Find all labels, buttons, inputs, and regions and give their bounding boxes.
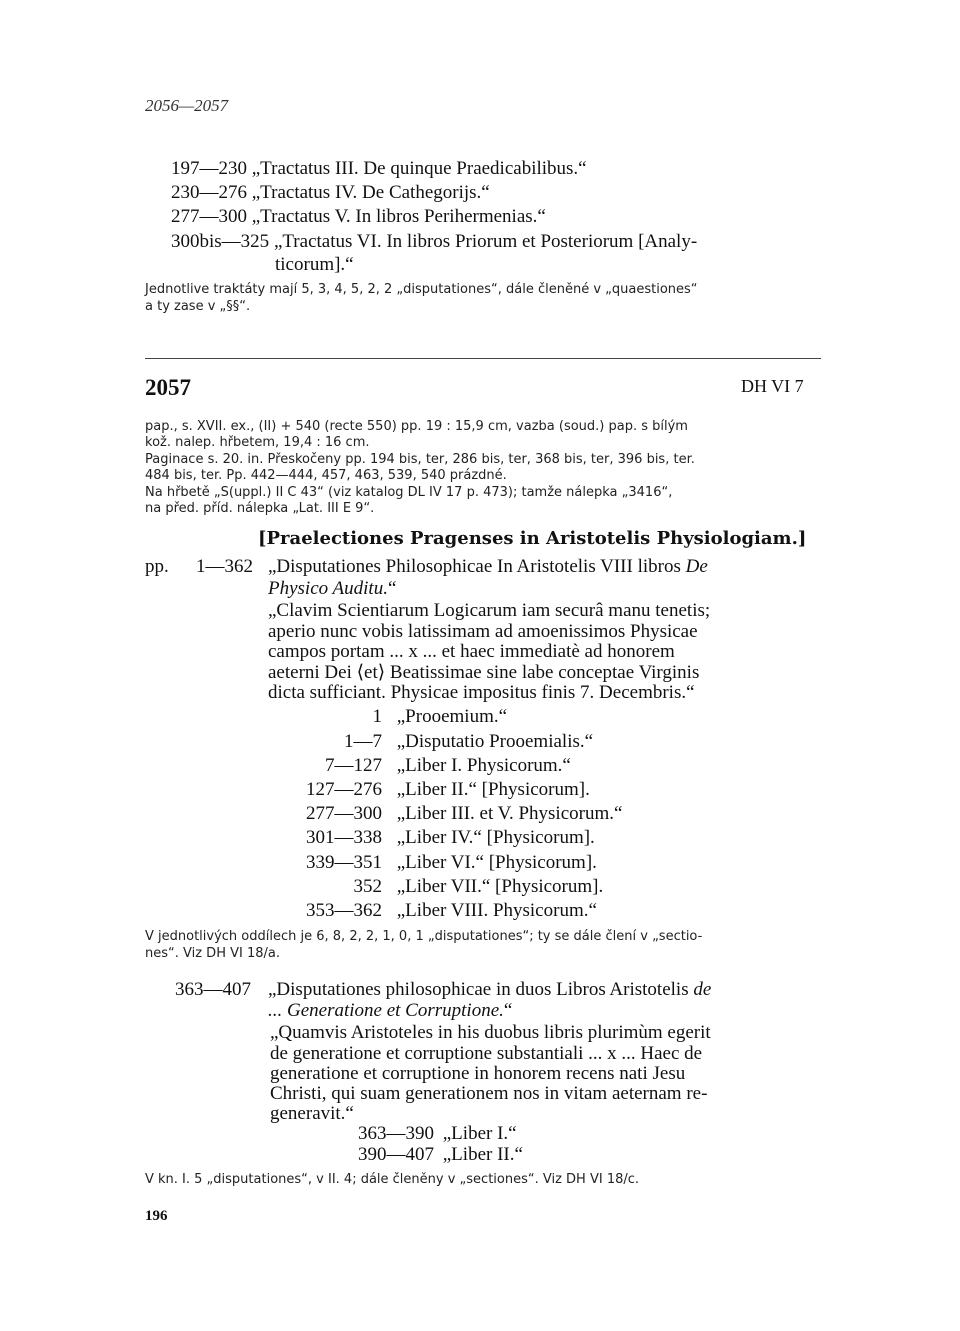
heading-text: „Disputationes philosophicae in duos Libros Aristotelis [268,979,689,1000]
list-text: „Tractatus III. De quinque Praedicabilibus.“ [251,158,587,179]
list-item [171,231,697,253]
quote-line: de generatione et corruptione substantiali ... x ... Haec de [270,1043,703,1064]
quote-line: dicta sufficiant. Physicae impositus finis 7. Decembris.“ [268,682,695,703]
quote-line: Christi, qui suam generationem nos in vitam aeternam re- [270,1083,708,1104]
contents-text: „Liber I. Physicorum.“ [396,755,571,776]
list-continuation: ticorum].“ [275,254,354,275]
page-range: 277—300 [171,206,247,227]
description-line: kož. nalep. hřbetem, 19,4 : 16 cm. [145,435,370,450]
heading-text: “ [387,578,397,599]
description-line: na před. příd. nálepka „Lat. III E 9“. [145,501,375,516]
page-range: 339—351 [306,852,382,873]
heading-italic: ... Generatione et Corruptione. [268,1000,504,1021]
note-line: V kn. I. 5 „disputationes“, v II. 4; dále členěny v „sectiones“. Viz DH VI 18/c. [145,1172,640,1187]
contents-text: „Liber VIII. Physicorum.“ [396,900,597,921]
contents-text: „Liber VI.“ [Physicorum]. [396,852,597,873]
heading-text: „Disputationes Philosophicae In Aristotelis VIII libros [268,556,681,577]
quote-line: generatione et corruptione in honorem recens nati Jesu [270,1063,686,1084]
page-range: 352 [353,876,382,897]
list-text: „Tractatus V. In libros Perihermenias.“ [251,206,546,227]
page-range: 301—338 [306,827,382,848]
section-divider [145,358,821,359]
description-line: Na hřbetě „S(uppl.) II C 43“ (viz katalog DL IV 17 p. 473); tamže nálepka „3416“, [145,485,673,500]
list-text: „Tractatus VI. In libros Priorum et Posteriorum [Analy- [273,231,698,252]
contents-row [358,1123,517,1145]
contents-text: „Prooemium.“ [396,706,508,727]
description-line: Paginace s. 20. in. Přeskočeny pp. 194 bis, ter, 286 bis, ter, 368 bis, ter, 396 bis, ter. [145,452,695,467]
contents-row [270,755,571,777]
page-range: 363—390 [358,1123,434,1144]
contents-row [270,876,603,898]
page-range: 300bis—325 [171,231,270,252]
page-range: 230—276 [171,182,247,203]
heading-italic: de [693,979,712,1000]
quote-line: campos portam ... x ... et haec immediatè ad honorem [268,641,675,662]
contents-text: „Liber IV.“ [Physicorum]. [396,827,595,848]
contents-row [358,1144,523,1166]
section-heading-cont [268,1000,512,1022]
page-range: 1—362 [196,556,253,577]
page-range: 353—362 [306,900,382,921]
page-number: 196 [145,1208,168,1224]
running-head: 2056—2057 [145,96,229,115]
contents-row [270,779,590,801]
contents-row [270,900,597,922]
heading-italic: Physico Auditu. [268,578,388,599]
contents-row [270,827,595,849]
contents-text: „Liber III. et V. Physicorum.“ [396,803,623,824]
page-range: 197—230 [171,158,247,179]
list-item [171,206,546,228]
quote-line: aperio nunc vobis latissimam ad amoenissimos Physicae [268,621,698,642]
section-heading [268,979,711,1001]
quote-line: aeterni Dei ⟨et⟩ Beatissimae sine labe conceptae Virginis [268,662,700,683]
list-text: „Tractatus IV. De Cathegorijs.“ [251,182,490,203]
page-range: 363—407 [175,979,251,1000]
note-line: Jednotlive traktáty mají 5, 3, 4, 5, 2, 2 „disputationes“, dále členěné v „quaestiones“ [145,282,698,297]
page-range: 1—7 [344,731,382,752]
note-line: a ty zase v „§§“. [145,299,251,314]
page-range: 127—276 [306,779,382,800]
note-line: nes“. Viz DH VI 18/a. [145,946,280,961]
shelfmark: DH VI 7 [741,376,804,396]
contents-row [270,803,622,825]
contents-text: „Liber VII.“ [Physicorum]. [396,876,604,897]
description-line: 484 bis, ter. Pp. 442—444, 457, 463, 539, 540 prázdné. [145,468,507,483]
section-heading [268,556,708,578]
description-line: pap., s. XVII. ex., (II) + 540 (recte 550) pp. 19 : 15,9 cm, vazba (soud.) pap. s bílým [145,419,688,434]
contents-row [270,852,597,874]
page-range: 277—300 [306,803,382,824]
list-item [171,158,587,180]
entry-number: 2057 [145,375,191,400]
quote-line: generavit.“ [270,1103,354,1124]
contents-text: „Disputatio Prooemialis.“ [396,731,594,752]
contents-text: „Liber II.“ [Physicorum]. [396,779,590,800]
note-line: V jednotlivých oddílech je 6, 8, 2, 2, 1, 0, 1 „disputationes“; ty se dále člení v „sectio- [145,929,703,944]
heading-text: “ [503,1000,513,1021]
contents-row [270,731,593,753]
contents-text: „Liber II.“ [442,1144,523,1165]
contents-text: „Liber I.“ [442,1123,517,1144]
heading-italic: De [685,556,708,577]
section-heading-cont [268,578,396,600]
page-range: 1 [372,706,382,727]
pp-label: pp. [145,556,169,577]
page-range: 390—407 [358,1144,434,1165]
work-title: [Praelectiones Pragenses in Aristotelis Physiologiam.] [258,528,807,549]
quote-line: „Clavim Scientiarum Logicarum iam securâ manu tenetis; [268,600,711,621]
contents-row [270,706,507,728]
page-range: 7—127 [325,755,382,776]
list-item [171,182,490,204]
quote-line: „Quamvis Aristoteles in his duobus libris plurimùm egerit [270,1022,711,1043]
